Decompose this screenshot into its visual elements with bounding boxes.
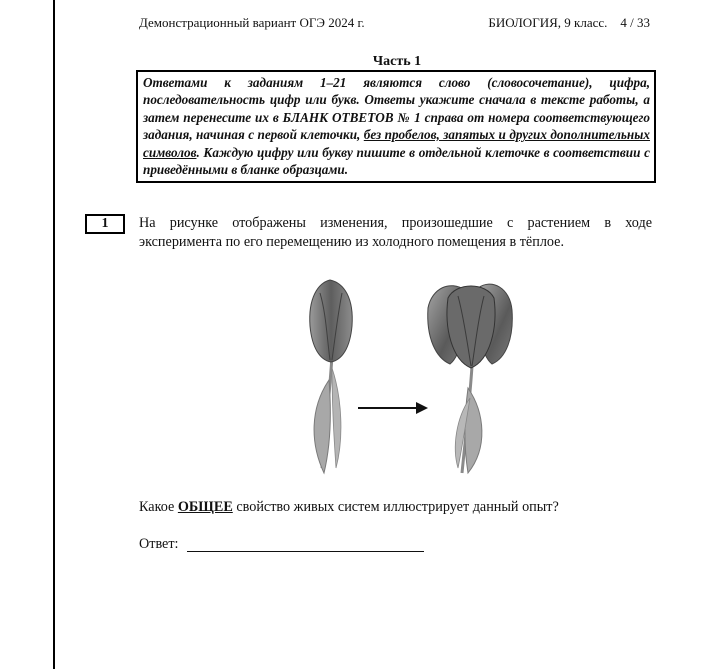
instructions-text-end: . Каждую цифру или букву пишите в отдельной клеточке в соответствии с приведёнными в бланке образцами. xyxy=(143,144,650,178)
arrow-right-icon xyxy=(358,402,428,414)
instructions-text: Ответами к заданиям 1–21 являются слово (словосочетание), цифра, последовательность цифр или букв. Ответы укажите сначала в тексте работы, а затем перенесите их в БЛАНК ОТВЕТОВ № 1 справа от номера соответствующего задания, начиная с первой клеточки, xyxy=(143,75,650,143)
question-emphasis: ОБЩЕЕ xyxy=(177,499,233,515)
answer-label: Ответ: xyxy=(139,536,179,552)
header-subject-page: БИОЛОГИЯ, 9 класс. 4 / 33 xyxy=(488,15,650,30)
instructions-underlined: без пробелов, запятых и других дополнительных символов xyxy=(143,127,650,160)
header-exam-title: Демонстрационный вариант ОГЭ 2024 г. xyxy=(139,15,365,30)
open-tulip xyxy=(428,284,513,473)
part-title: Часть 1 xyxy=(372,54,422,69)
tulip-experiment-figure xyxy=(280,268,520,478)
task-question xyxy=(139,499,559,516)
tulip-figure-svg xyxy=(280,268,520,478)
instructions-box xyxy=(136,70,656,183)
answer-field[interactable] xyxy=(187,551,424,552)
task-statement: На рисунке отображены изменения, произошедшие с растением в ходе эксперимента по его перемещению из холодного помещения в тёплое. xyxy=(139,215,652,250)
task-number: 1 xyxy=(85,214,125,234)
closed-tulip xyxy=(310,280,353,473)
question-text-start: Какое xyxy=(139,499,178,515)
question-text-end: свойство живых систем иллюстрирует данный опыт? xyxy=(232,499,559,515)
page-left-border xyxy=(53,0,55,669)
